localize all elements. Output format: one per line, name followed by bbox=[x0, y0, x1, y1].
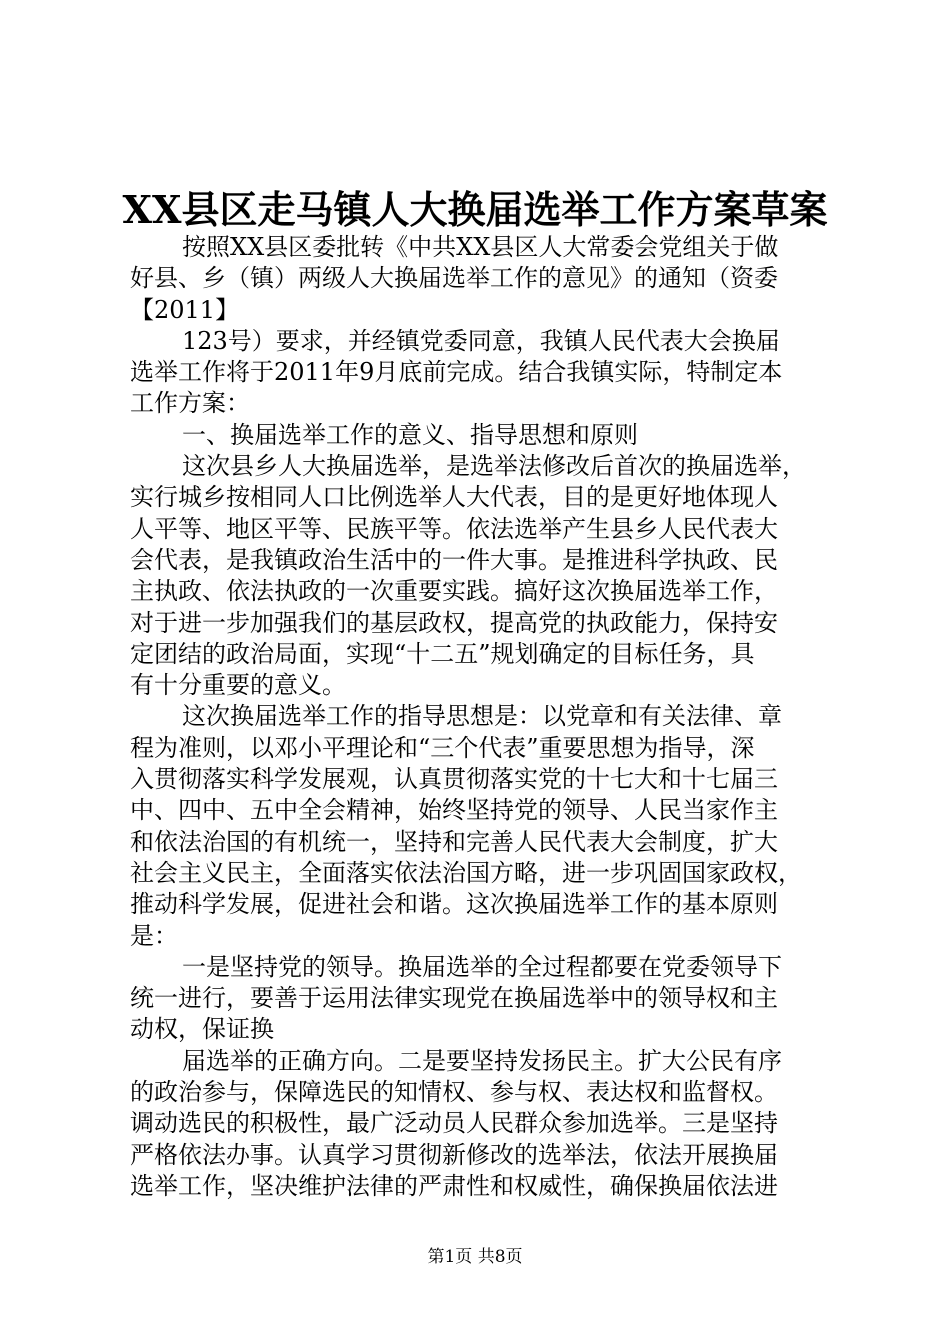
body-line: 工作方案： bbox=[130, 389, 250, 418]
body-line: 选举工作将于2011年9月底前完成。结合我镇实际，特制定本 bbox=[130, 358, 783, 387]
body-line: 这次县乡人大换届选举，是选举法修改后首次的换届选举， bbox=[182, 452, 806, 481]
body-line: 届选举的正确方向。二是要坚持发扬民主。扩大公民有序 bbox=[182, 1046, 782, 1075]
body-line: 123号）要求，并经镇党委同意，我镇人民代表大会换届 bbox=[182, 326, 780, 355]
document-title: XX县区走马镇人大换届选举工作方案草案 bbox=[122, 187, 828, 232]
body-line: 推动科学发展，促进社会和谐。这次换届选举工作的基本原则 bbox=[130, 890, 778, 919]
body-line: 和依法治国的有机统一，坚持和完善人民代表大会制度，扩大 bbox=[130, 827, 778, 856]
body-line: 统一进行，要善于运用法律实现党在换届选举中的领导权和主 bbox=[130, 984, 778, 1013]
body-line: 主执政、依法执政的一次重要实践。搞好这次换届选举工作， bbox=[130, 577, 778, 606]
body-line: 【2011】 bbox=[130, 295, 240, 324]
document-body bbox=[130, 232, 830, 1202]
body-line: 社会主义民主，全面落实依法治国方略，进一步巩固国家政权， bbox=[130, 858, 802, 887]
body-line: 对于进一步加强我们的基层政权，提高党的执政能力，保持安 bbox=[130, 608, 778, 637]
body-line: 严格依法办事。认真学习贯彻新修改的选举法，依法开展换届 bbox=[130, 1140, 778, 1169]
body-line: 定团结的政治局面，实现“十二五”规划确定的目标任务，具 bbox=[130, 639, 755, 668]
body-line: 动权，保证换 bbox=[130, 1015, 274, 1044]
body-line: 入贯彻落实科学发展观，认真贯彻落实党的十七大和十七届三 bbox=[130, 765, 778, 794]
body-line: 人平等、地区平等、民族平等。依法选举产生县乡人民代表大 bbox=[130, 514, 778, 543]
body-line: 一、换届选举工作的意义、指导思想和原则 bbox=[182, 420, 638, 449]
body-line: 好县、乡（镇）两级人大换届选举工作的意见》的通知（资委 bbox=[130, 264, 778, 293]
body-line: 有十分重要的意义。 bbox=[130, 671, 346, 700]
body-line: 按照XX县区委批转《中共XX县区人大常委会党组关于做 bbox=[182, 233, 779, 261]
body-line: 是： bbox=[130, 921, 178, 950]
body-line: 选举工作，坚决维护法律的严肃性和权威性，确保换届依法进 bbox=[130, 1171, 778, 1200]
body-line: 程为准则，以邓小平理论和“三个代表”重要思想为指导，深 bbox=[130, 733, 755, 762]
body-line: 一是坚持党的领导。换届选举的全过程都要在党委领导下 bbox=[182, 952, 782, 981]
body-line: 中、四中、五中全会精神，始终坚持党的领导、人民当家作主 bbox=[130, 796, 778, 825]
body-line: 会代表，是我镇政治生活中的一件大事。是推进科学执政、民 bbox=[130, 545, 778, 574]
body-line: 实行城乡按相同人口比例选举人大代表，目的是更好地体现人 bbox=[130, 483, 778, 512]
body-line: 的政治参与，保障选民的知情权、参与权、表达权和监督权。 bbox=[130, 1078, 778, 1107]
body-line: 这次换届选举工作的指导思想是：以党章和有关法律、章 bbox=[182, 702, 782, 731]
body-line: 调动选民的积极性，最广泛动员人民群众参加选举。三是坚持 bbox=[130, 1109, 778, 1138]
page-footer: 第1页 共8页 bbox=[427, 1247, 523, 1267]
